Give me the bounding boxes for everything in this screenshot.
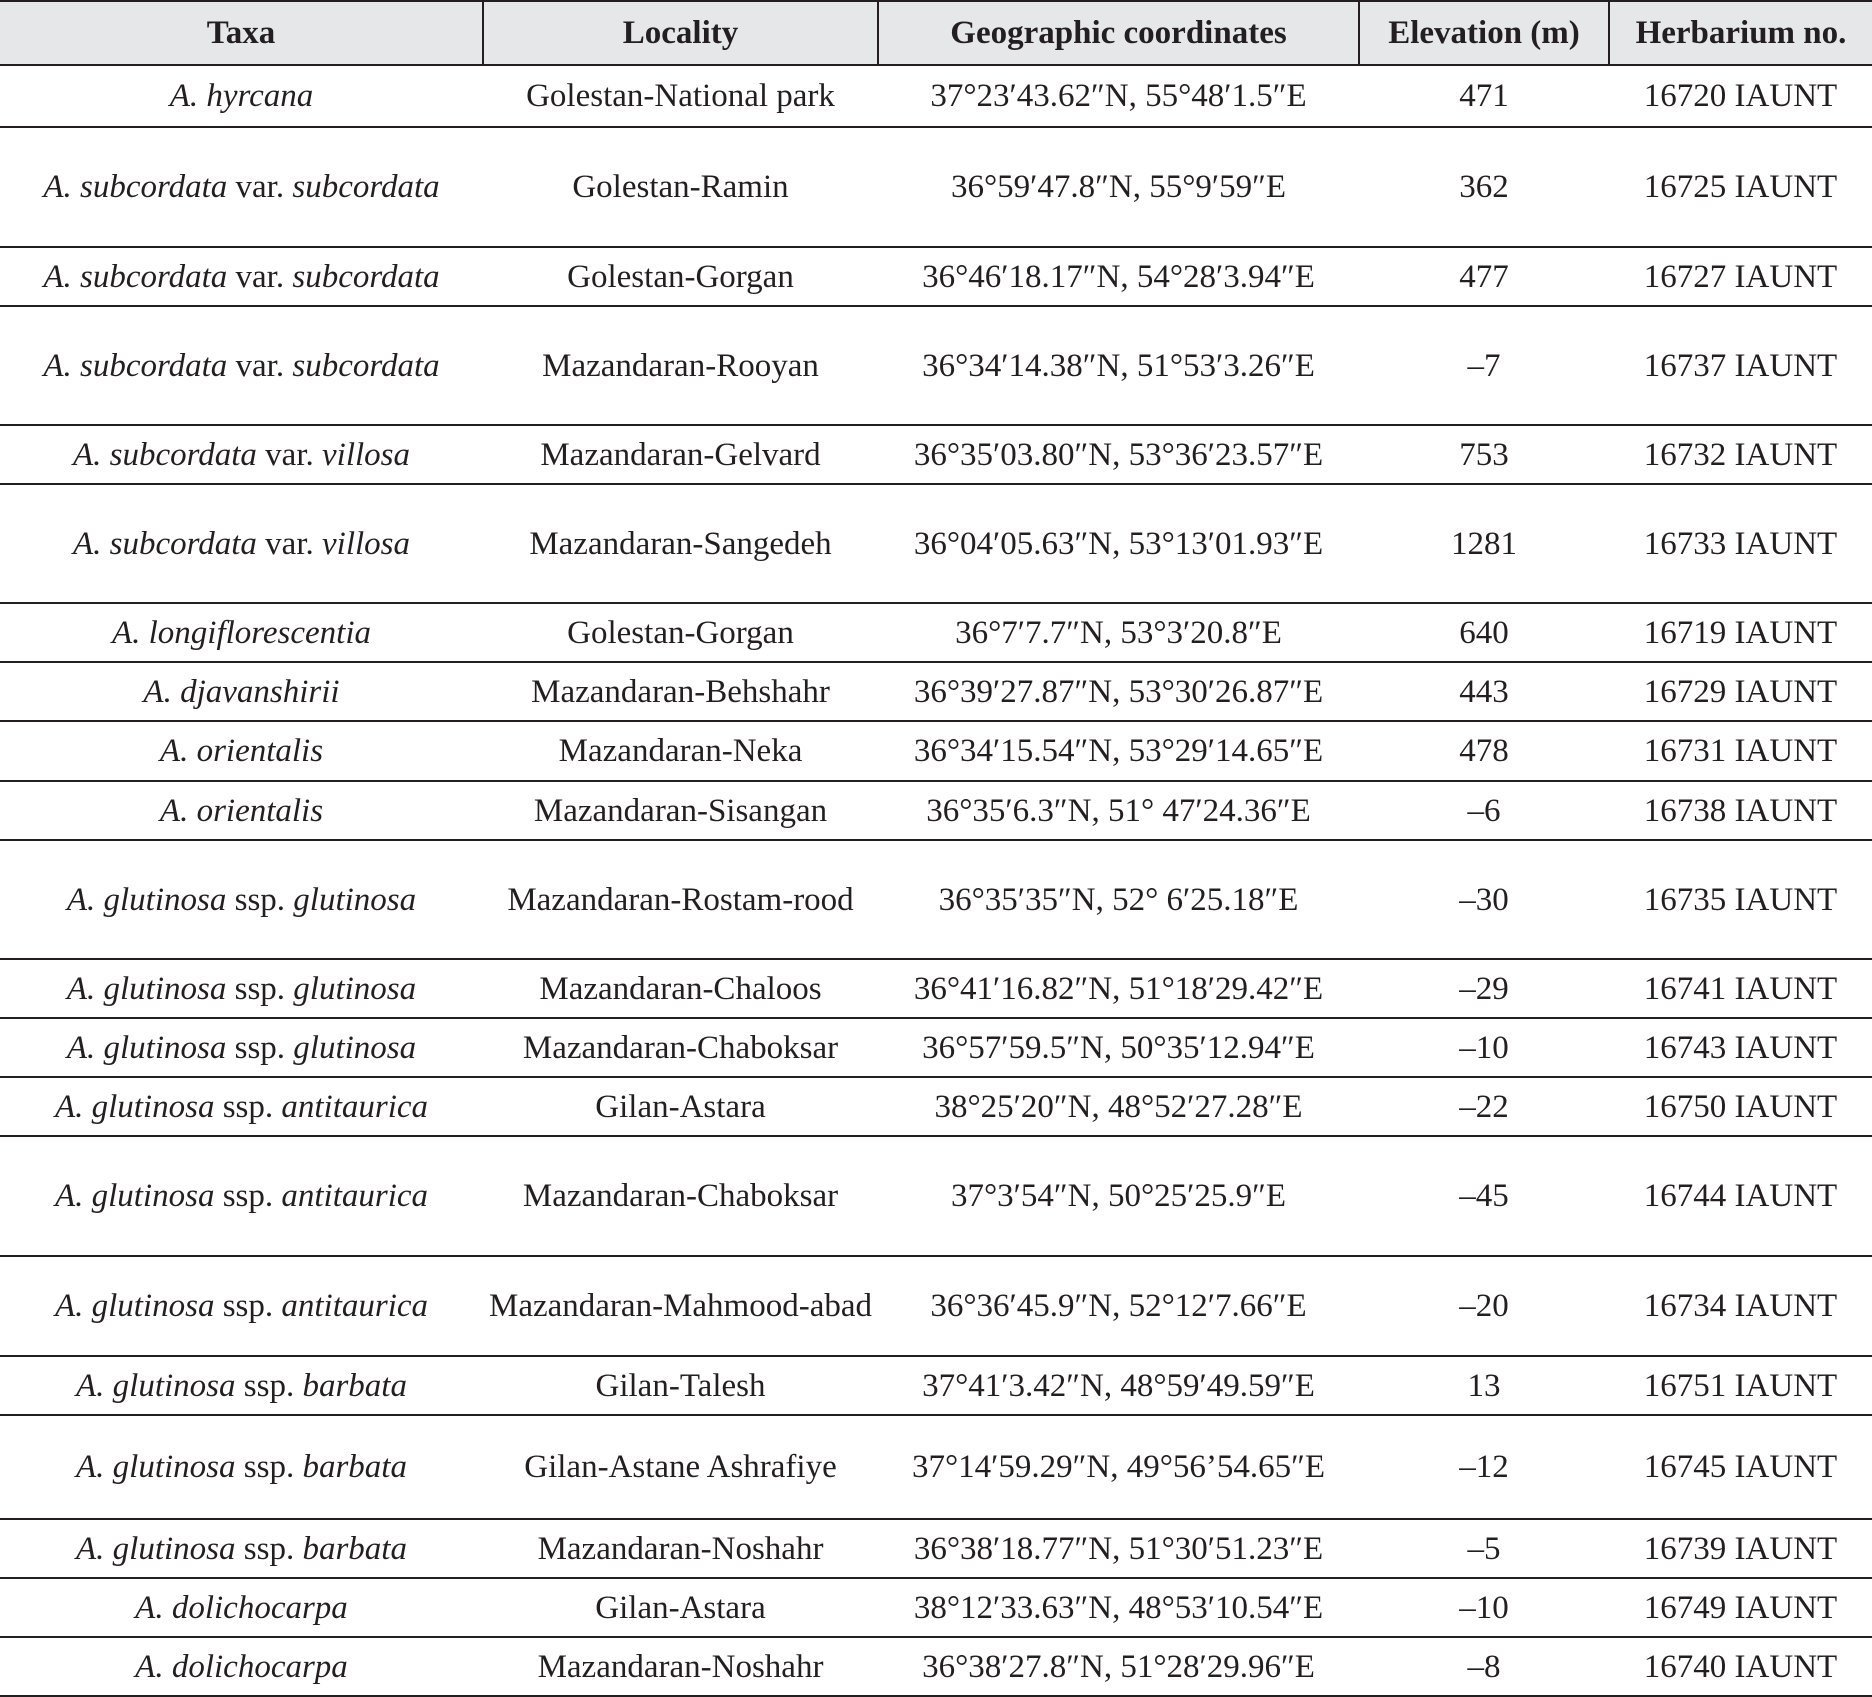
cell-coordinates: 36°39′27.87″N, 53°30′26.87″E <box>878 662 1359 721</box>
cell-coordinates: 38°25′20″N, 48°52′27.28″E <box>878 1077 1359 1136</box>
cell-coordinates: 37°14′59.29″N, 49°56’54.65″E <box>878 1415 1359 1519</box>
table-row <box>0 721 1872 781</box>
cell-herbarium-no: 16749 IAUNT <box>1609 1578 1872 1637</box>
cell-taxa <box>0 662 483 721</box>
cell-coordinates: 37°41′3.42″N, 48°59′49.59″E <box>878 1356 1359 1415</box>
taxon-rank: ssp. <box>226 1029 294 1066</box>
table-row <box>0 1256 1872 1356</box>
cell-locality: Golestan-Gorgan <box>483 247 878 306</box>
taxon-name-italic: antitaurica <box>281 1088 429 1125</box>
taxon-name-italic: A. subcordata <box>72 436 257 473</box>
cell-locality: Mazandaran-Mahmood-abad <box>483 1256 878 1356</box>
cell-locality: Mazandaran-Rooyan <box>483 306 878 425</box>
cell-elevation: –10 <box>1359 1578 1609 1637</box>
cell-coordinates: 36°36′45.9″N, 52°12′7.66″E <box>878 1256 1359 1356</box>
taxon-name-italic: glutinosa <box>293 1029 417 1066</box>
table-row <box>0 127 1872 247</box>
cell-herbarium-no: 16751 IAUNT <box>1609 1356 1872 1415</box>
cell-locality: Mazandaran-Noshahr <box>483 1519 878 1578</box>
cell-elevation: –45 <box>1359 1136 1609 1256</box>
cell-taxa <box>0 603 483 662</box>
cell-coordinates: 36°04′05.63″N, 53°13′01.93″E <box>878 484 1359 603</box>
taxon-rank: var. <box>256 436 322 473</box>
taxon-name-italic: barbata <box>302 1530 407 1567</box>
table-row <box>0 484 1872 603</box>
taxon-name-italic: A. dolichocarpa <box>135 1589 348 1626</box>
cell-coordinates: 36°46′18.17″N, 54°28′3.94″E <box>878 247 1359 306</box>
cell-locality: Golestan-National park <box>483 65 878 127</box>
taxon-rank: ssp. <box>214 1178 282 1214</box>
cell-elevation: –22 <box>1359 1077 1609 1136</box>
cell-taxa <box>0 1256 483 1356</box>
cell-herbarium-no: 16720 IAUNT <box>1609 65 1872 127</box>
cell-coordinates: 36°34′15.54″N, 53°29′14.65″E <box>878 721 1359 781</box>
taxon-name-italic: glutinosa <box>293 970 417 1007</box>
table-row <box>0 603 1872 662</box>
cell-taxa <box>0 959 483 1018</box>
cell-locality: Mazandaran-Chaloos <box>483 959 878 1018</box>
cell-elevation: –29 <box>1359 959 1609 1018</box>
taxon-name-italic: subcordata <box>292 347 440 384</box>
cell-taxa <box>0 65 483 127</box>
cell-elevation: 443 <box>1359 662 1609 721</box>
cell-herbarium-no: 16735 IAUNT <box>1609 840 1872 959</box>
cell-elevation: 753 <box>1359 425 1609 484</box>
cell-herbarium-no: 16734 IAUNT <box>1609 1256 1872 1356</box>
table-row <box>0 1077 1872 1136</box>
table-row <box>0 247 1872 306</box>
taxon-name-italic: villosa <box>322 436 410 473</box>
header-geographic-coordinates: Geographic coordinates <box>878 1 1359 65</box>
header-elevation: Elevation (m) <box>1359 1 1609 65</box>
cell-taxa <box>0 425 483 484</box>
taxon-rank: var. <box>227 169 293 205</box>
taxon-rank: var. <box>227 258 293 295</box>
cell-locality: Mazandaran-Sisangan <box>483 781 878 840</box>
cell-elevation: 13 <box>1359 1356 1609 1415</box>
cell-elevation: 477 <box>1359 247 1609 306</box>
cell-herbarium-no: 16731 IAUNT <box>1609 721 1872 781</box>
cell-elevation: 478 <box>1359 721 1609 781</box>
cell-elevation: –7 <box>1359 306 1609 425</box>
taxon-rank: ssp. <box>235 1449 303 1485</box>
taxon-name-italic: A. glutinosa <box>66 970 227 1007</box>
cell-locality: Mazandaran-Sangedeh <box>483 484 878 603</box>
table-row <box>0 1519 1872 1578</box>
cell-herbarium-no: 16740 IAUNT <box>1609 1637 1872 1696</box>
cell-herbarium-no: 16725 IAUNT <box>1609 127 1872 247</box>
taxon-name-italic: A. longiflorescentia <box>111 614 372 651</box>
cell-taxa <box>0 247 483 306</box>
cell-coordinates: 36°35′6.3″N, 51° 47′24.36″E <box>878 781 1359 840</box>
cell-elevation: –30 <box>1359 840 1609 959</box>
cell-taxa <box>0 1018 483 1077</box>
taxon-rank: ssp. <box>235 1530 303 1567</box>
cell-coordinates: 36°7′7.7″N, 53°3′20.8″E <box>878 603 1359 662</box>
cell-elevation: –5 <box>1359 1519 1609 1578</box>
cell-elevation: –10 <box>1359 1018 1609 1077</box>
taxon-name-italic: glutinosa <box>293 881 417 918</box>
table-row <box>0 1415 1872 1519</box>
cell-coordinates: 36°34′14.38″N, 51°53′3.26″E <box>878 306 1359 425</box>
header-locality: Locality <box>483 1 878 65</box>
cell-coordinates: 36°59′47.8″N, 55°9′59″E <box>878 127 1359 247</box>
cell-taxa <box>0 1637 483 1696</box>
taxon-name-italic: A. subcordata <box>43 169 228 205</box>
table-row <box>0 662 1872 721</box>
cell-herbarium-no: 16745 IAUNT <box>1609 1415 1872 1519</box>
taxon-name-italic: A. hyrcana <box>169 78 314 114</box>
table-row <box>0 1136 1872 1256</box>
cell-elevation: –6 <box>1359 781 1609 840</box>
cell-locality: Mazandaran-Chaboksar <box>483 1018 878 1077</box>
taxon-rank: var. <box>256 525 322 562</box>
header-taxa: Taxa <box>0 1 483 65</box>
table-body <box>0 65 1872 1696</box>
table-row <box>0 1356 1872 1415</box>
cell-locality: Golestan-Ramin <box>483 127 878 247</box>
cell-taxa <box>0 1136 483 1256</box>
cell-herbarium-no: 16719 IAUNT <box>1609 603 1872 662</box>
cell-locality: Mazandaran-Noshahr <box>483 1637 878 1696</box>
cell-elevation: 362 <box>1359 127 1609 247</box>
taxon-name-italic: A. djavanshirii <box>143 673 340 710</box>
cell-herbarium-no: 16732 IAUNT <box>1609 425 1872 484</box>
taxon-name-italic: A. glutinosa <box>66 881 227 918</box>
taxon-name-italic: A. glutinosa <box>76 1530 236 1567</box>
taxon-name-italic: A. glutinosa <box>54 1088 215 1125</box>
cell-herbarium-no: 16733 IAUNT <box>1609 484 1872 603</box>
cell-locality: Gilan-Astara <box>483 1077 878 1136</box>
taxon-name-italic: A. glutinosa <box>76 1449 236 1485</box>
taxon-name-italic: A. subcordata <box>43 347 228 384</box>
taxon-name-italic: A. subcordata <box>72 525 257 562</box>
cell-herbarium-no: 16738 IAUNT <box>1609 781 1872 840</box>
cell-taxa <box>0 484 483 603</box>
cell-locality: Gilan-Talesh <box>483 1356 878 1415</box>
cell-locality: Mazandaran-Behshahr <box>483 662 878 721</box>
taxon-name-italic: A. orientalis <box>159 733 324 769</box>
cell-herbarium-no: 16744 IAUNT <box>1609 1136 1872 1256</box>
cell-coordinates: 37°3′54″N, 50°25′25.9″E <box>878 1136 1359 1256</box>
table-row <box>0 1637 1872 1696</box>
cell-taxa <box>0 1356 483 1415</box>
table-row <box>0 65 1872 127</box>
taxon-name-italic: barbata <box>302 1367 407 1404</box>
taxon-name-italic: A. glutinosa <box>54 1178 215 1214</box>
cell-coordinates: 36°38′18.77″N, 51°30′51.23″E <box>878 1519 1359 1578</box>
cell-herbarium-no: 16729 IAUNT <box>1609 662 1872 721</box>
cell-coordinates: 36°38′27.8″N, 51°28′29.96″E <box>878 1637 1359 1696</box>
cell-elevation: 1281 <box>1359 484 1609 603</box>
cell-taxa <box>0 1077 483 1136</box>
taxon-name-italic: barbata <box>302 1449 407 1485</box>
table-row <box>0 840 1872 959</box>
taxon-name-italic: subcordata <box>292 169 440 205</box>
cell-taxa <box>0 781 483 840</box>
cell-herbarium-no: 16743 IAUNT <box>1609 1018 1872 1077</box>
cell-locality: Gilan-Astane Ashrafiye <box>483 1415 878 1519</box>
cell-locality: Mazandaran-Gelvard <box>483 425 878 484</box>
taxon-name-italic: A. orientalis <box>159 792 324 829</box>
taxon-rank: ssp. <box>226 881 294 918</box>
cell-coordinates: 38°12′33.63″N, 48°53′10.54″E <box>878 1578 1359 1637</box>
cell-coordinates: 37°23′43.62″N, 55°48′1.5″E <box>878 65 1359 127</box>
taxon-name-italic: A. dolichocarpa <box>135 1648 348 1685</box>
table-row <box>0 1018 1872 1077</box>
table-row <box>0 959 1872 1018</box>
cell-taxa <box>0 1415 483 1519</box>
cell-elevation: –20 <box>1359 1256 1609 1356</box>
taxon-name-italic: A. glutinosa <box>66 1029 227 1066</box>
taxon-rank: ssp. <box>214 1288 282 1324</box>
cell-taxa <box>0 1519 483 1578</box>
cell-coordinates: 36°57′59.5″N, 50°35′12.94″E <box>878 1018 1359 1077</box>
cell-locality: Mazandaran-Chaboksar <box>483 1136 878 1256</box>
taxon-name-italic: villosa <box>322 525 410 562</box>
cell-locality: Gilan-Astara <box>483 1578 878 1637</box>
cell-taxa <box>0 1578 483 1637</box>
taxon-name-italic: A. subcordata <box>43 258 228 295</box>
cell-locality: Golestan-Gorgan <box>483 603 878 662</box>
cell-elevation: 640 <box>1359 603 1609 662</box>
cell-taxa <box>0 840 483 959</box>
header-herbarium-no: Herbarium no. <box>1609 1 1872 65</box>
table-row <box>0 1578 1872 1637</box>
cell-elevation: –8 <box>1359 1637 1609 1696</box>
cell-locality: Mazandaran-Rostam-rood <box>483 840 878 959</box>
cell-taxa <box>0 721 483 781</box>
cell-locality: Mazandaran-Neka <box>483 721 878 781</box>
cell-herbarium-no: 16739 IAUNT <box>1609 1519 1872 1578</box>
cell-herbarium-no: 16727 IAUNT <box>1609 247 1872 306</box>
table-header <box>0 1 1872 65</box>
taxon-name-italic: antitaurica <box>281 1288 429 1324</box>
taxon-rank: ssp. <box>235 1367 303 1404</box>
taxon-rank: var. <box>227 347 293 384</box>
cell-coordinates: 36°35′35″N, 52° 6′25.18″E <box>878 840 1359 959</box>
cell-elevation: 471 <box>1359 65 1609 127</box>
cell-herbarium-no: 16737 IAUNT <box>1609 306 1872 425</box>
taxon-name-italic: A. glutinosa <box>76 1367 236 1404</box>
cell-coordinates: 36°35′03.80″N, 53°36′23.57″E <box>878 425 1359 484</box>
taxon-name-italic: subcordata <box>292 258 440 295</box>
header-row <box>0 1 1872 65</box>
taxon-name-italic: A. glutinosa <box>54 1288 215 1324</box>
table-row <box>0 306 1872 425</box>
taxon-rank: ssp. <box>226 970 294 1007</box>
cell-taxa <box>0 306 483 425</box>
cell-herbarium-no: 16741 IAUNT <box>1609 959 1872 1018</box>
cell-herbarium-no: 16750 IAUNT <box>1609 1077 1872 1136</box>
taxon-rank: ssp. <box>214 1088 282 1125</box>
cell-coordinates: 36°41′16.82″N, 51°18′29.42″E <box>878 959 1359 1018</box>
cell-elevation: –12 <box>1359 1415 1609 1519</box>
table-row <box>0 781 1872 840</box>
taxon-name-italic: antitaurica <box>281 1178 429 1214</box>
cell-taxa <box>0 127 483 247</box>
table-row <box>0 425 1872 484</box>
